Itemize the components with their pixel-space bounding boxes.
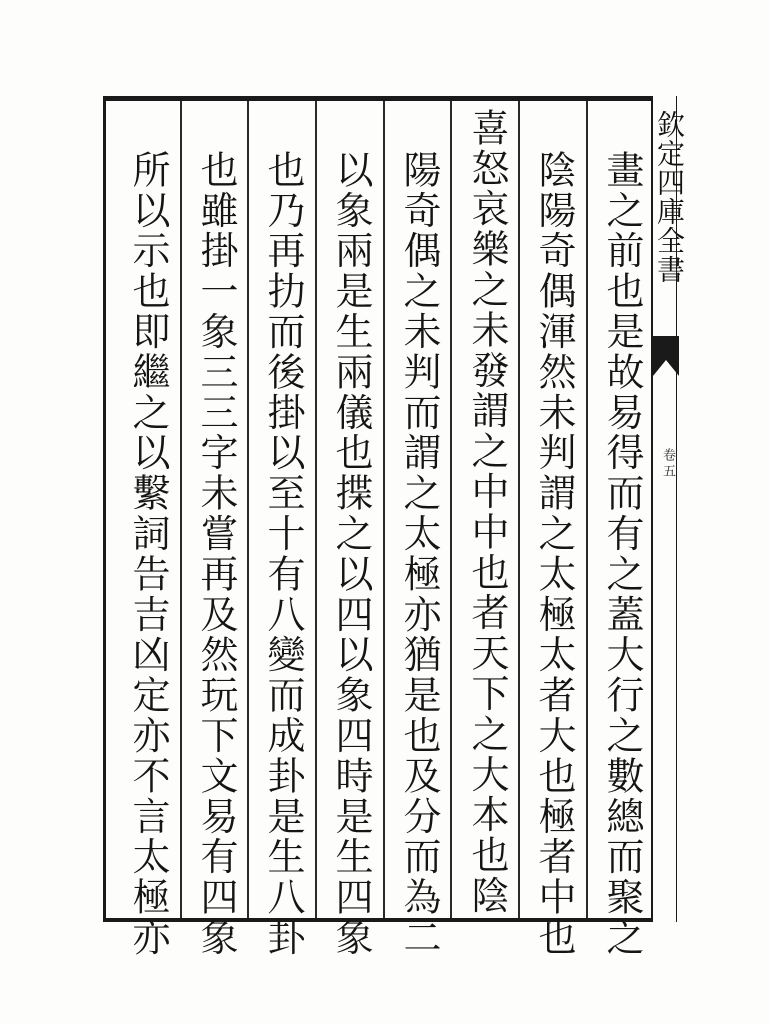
text-column-3: 喜怒哀樂之未發謂之中中也者天下之大本也陰 [465, 108, 509, 916]
column-rule [586, 101, 588, 918]
text-column-4: 陽奇偶之未判而謂之太極亦猶是也及分而為二 [397, 150, 441, 958]
text-column-8: 所以示也即繼之以繫詞告吉凶定亦不言太極亦 [126, 150, 170, 958]
column-rule [383, 101, 385, 918]
column-rule [315, 101, 317, 918]
column-rule [247, 101, 249, 918]
column-rule [180, 101, 182, 918]
column-rule [518, 101, 520, 918]
text-column-2: 陰陽奇偶渾然未判謂之太極太者大也極者中也 [532, 150, 576, 958]
book-title: 欽定四庫全書 [653, 110, 686, 284]
column-rule [450, 101, 452, 918]
fish-tail-mark [653, 336, 679, 376]
text-column-7: 也雖掛一象三三字未嘗再及然玩下文易有四象 [194, 150, 238, 958]
text-column-1: 畫之前也是故易得而有之蓋大行之數總而聚之 [600, 150, 644, 958]
text-column-6: 也乃再扐而後掛以至十有八變而成卦是生八卦 [261, 150, 305, 958]
text-column-5: 以象兩是生兩儀也揲之以四以象四時是生四象 [329, 150, 373, 958]
volume-label: 卷五 [660, 448, 675, 480]
